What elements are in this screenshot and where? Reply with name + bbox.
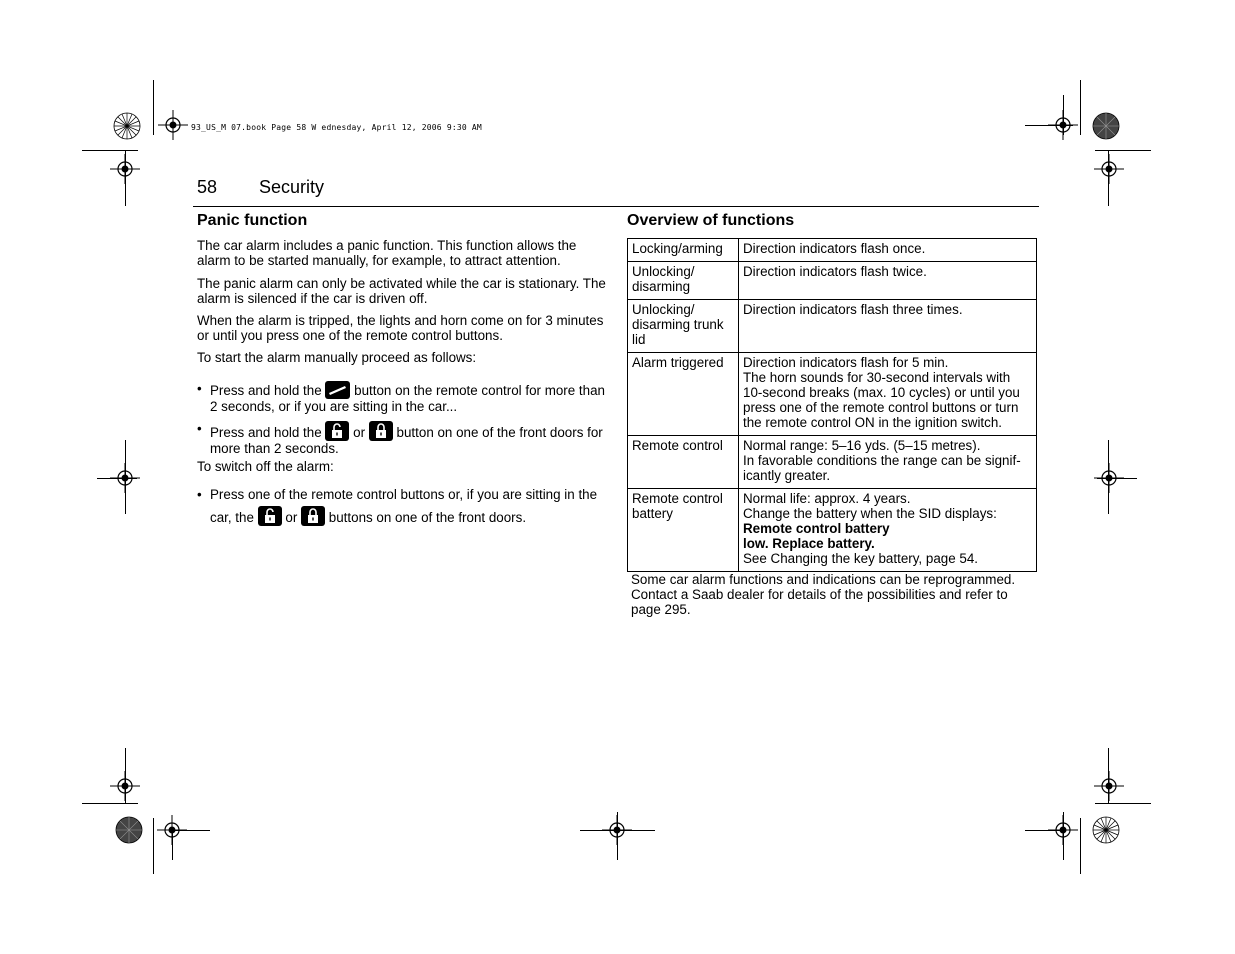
list-item xyxy=(197,484,610,529)
lock-icon xyxy=(301,506,325,526)
indication-line: Direction indicators flash for 5 min. xyxy=(743,355,949,370)
table-row xyxy=(628,353,1037,436)
paragraph-stationary: The panic alarm can only be activated while the car is stationary. The alarm is silenced if the car is driven off. xyxy=(197,276,606,306)
sid-message: Remote control battery xyxy=(743,521,890,536)
print-slug: 93_US_M 07.book Page 58 W ednesday, April 12, 2006 9:30 AM xyxy=(191,123,482,132)
list-item xyxy=(197,381,610,414)
indication-cell xyxy=(739,353,1037,436)
registration-mark-icon xyxy=(1094,154,1124,184)
lock-icon xyxy=(369,421,393,441)
indication-cell: Direction indicators flash three times. xyxy=(739,300,1037,353)
indication-line: See Changing the key battery, page 54. xyxy=(743,551,978,566)
paragraph-switch-off: To switch off the alarm: xyxy=(197,459,334,474)
bullet-text: button on the remote control for more than 2 seconds, or if you are sitting in the car... xyxy=(210,383,605,414)
bullet-text: Press one of the remote control buttons or, if you are sitting in the car, the xyxy=(210,487,598,525)
function-cell: Unlocking/ disarming trunk lid xyxy=(628,300,739,353)
indication-cell: Direction indicators flash once. xyxy=(739,239,1037,262)
indication-cell xyxy=(739,489,1037,572)
function-cell: Alarm triggered xyxy=(628,353,739,436)
sid-message: low. Replace battery. xyxy=(743,536,875,551)
table-row xyxy=(628,262,1037,300)
bullet-dot: • xyxy=(197,421,202,436)
header-divider xyxy=(193,206,1039,207)
bullet-text: Press and hold the xyxy=(210,425,322,440)
unlock-icon xyxy=(258,506,282,526)
function-cell: Remote control battery xyxy=(628,489,739,572)
star-target-icon xyxy=(115,816,143,844)
table-row xyxy=(628,436,1037,489)
bullet-dot: • xyxy=(197,487,202,502)
indication-line: The horn sounds for 30-second intervals with 10-second breaks (max. 10 cycles) or until you press one of the remote control buttons or turn the remote control ON in the ignition switch. xyxy=(743,370,1020,430)
bullet-text: Press and hold the xyxy=(210,383,322,398)
panic-button-icon xyxy=(325,381,350,399)
indication-line: Change the battery when the SID displays: xyxy=(743,506,997,521)
indication-line: Normal life: approx. 4 years. xyxy=(743,491,911,506)
star-target-icon xyxy=(1092,816,1120,844)
bullet-dot: • xyxy=(197,381,202,396)
registration-mark-icon xyxy=(158,110,188,140)
indication-cell xyxy=(739,436,1037,489)
bullet-text: or xyxy=(285,510,298,525)
paragraph-tripped: When the alarm is tripped, the lights and horn come on for 3 minutes or until you press one of the remote control buttons. xyxy=(197,313,604,343)
indication-line: In favorable conditions the range can be signif-icantly greater. xyxy=(743,453,1021,483)
panic-function-heading: Panic function xyxy=(197,212,308,229)
star-target-icon xyxy=(1092,112,1120,140)
function-cell: Remote control xyxy=(628,436,739,489)
section-title: Security xyxy=(259,177,325,197)
bullet-text: buttons on one of the front doors. xyxy=(328,510,527,525)
bullet-text: or xyxy=(353,425,366,440)
table-row xyxy=(628,300,1037,353)
table-row xyxy=(628,239,1037,262)
function-cell: Locking/arming xyxy=(628,239,739,262)
unlock-icon xyxy=(325,421,349,441)
paragraph-intro: The car alarm includes a panic function. This function allows the alarm to be started manually, for example, to attract attention. xyxy=(197,238,577,268)
list-item xyxy=(197,421,610,456)
paragraph-start-manually: To start the alarm manually proceed as follows: xyxy=(197,350,477,365)
functions-table xyxy=(627,238,1037,572)
overview-heading: Overview of functions xyxy=(627,212,795,229)
function-cell: Unlocking/ disarming xyxy=(628,262,739,300)
bullet-text: button on one of the front doors for more than 2 seconds. xyxy=(210,425,603,456)
table-row xyxy=(628,489,1037,572)
page-number: 58 xyxy=(197,177,218,197)
star-target-icon xyxy=(113,112,141,140)
registration-mark-icon xyxy=(1094,771,1124,801)
indication-line: Normal range: 5–16 yds. (5–15 metres). xyxy=(743,438,981,453)
indication-cell: Direction indicators flash twice. xyxy=(739,262,1037,300)
reprogramming-note: Some car alarm functions and indications can be reprogrammed. Contact a Saab dealer for details of the possibilities and refer to page 295. xyxy=(631,572,1016,617)
